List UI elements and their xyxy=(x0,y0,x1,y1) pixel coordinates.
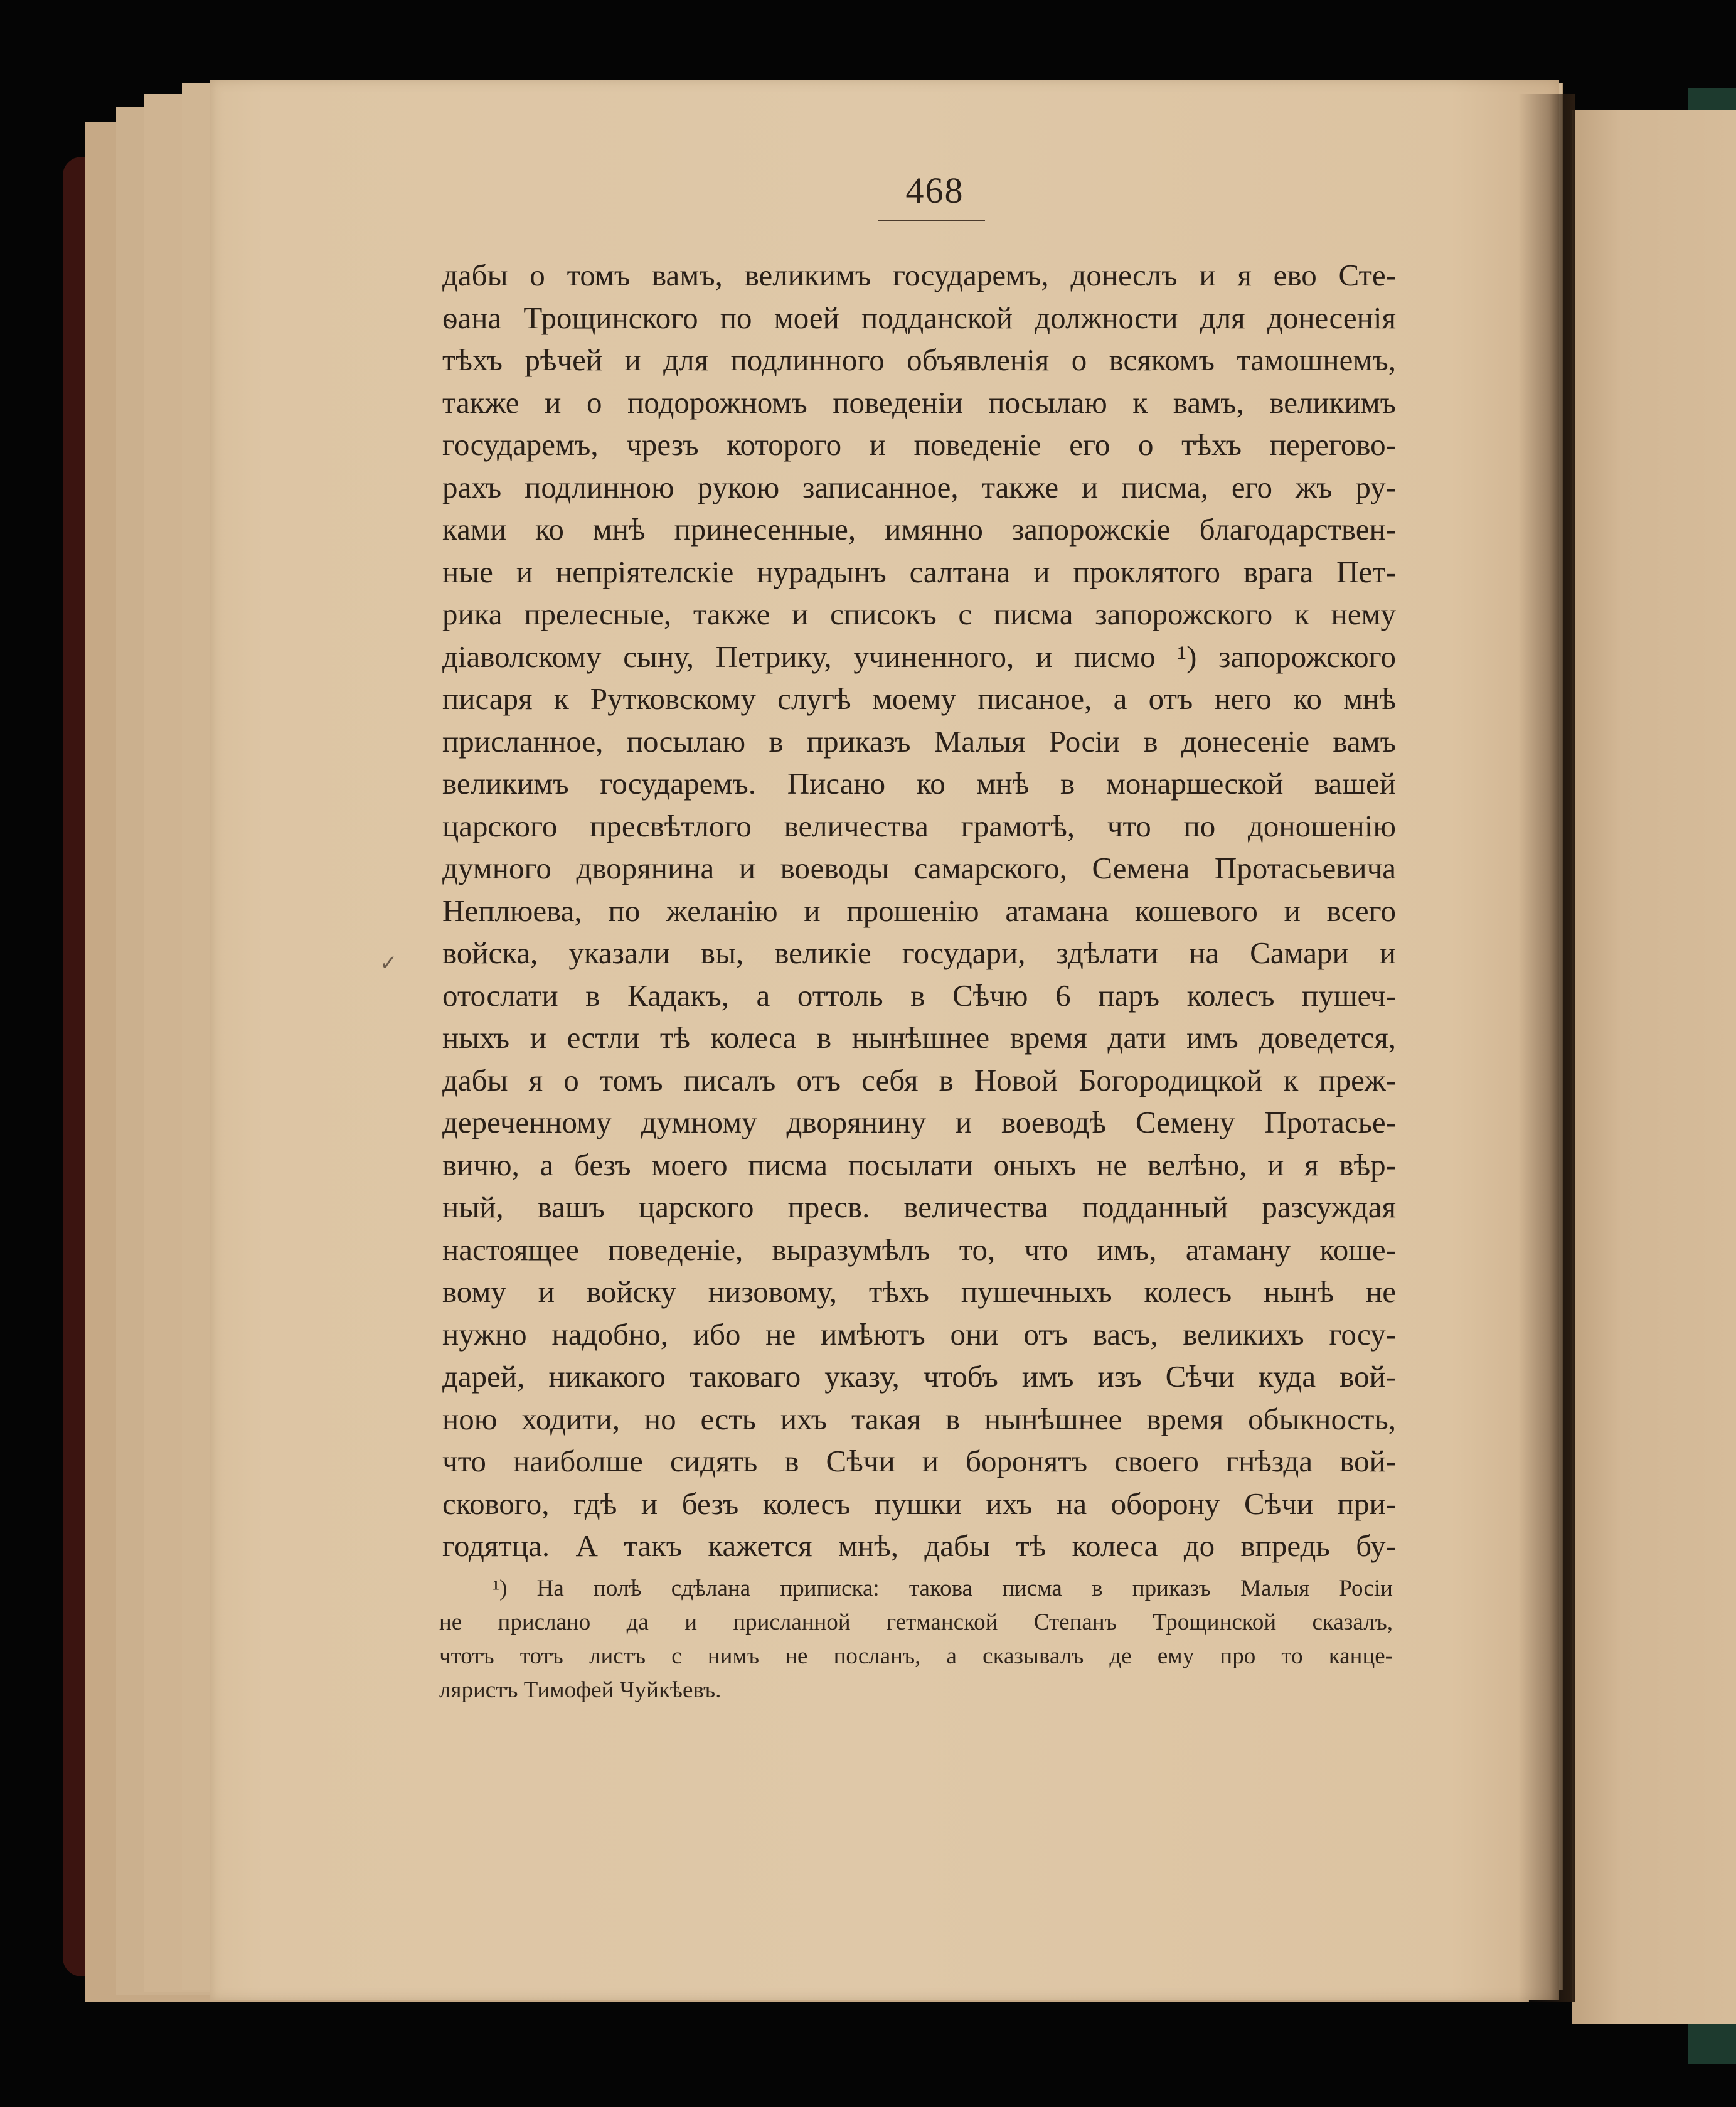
footnote-line: чтотъ тотъ листъ с нимъ не посланъ, а сказывалъ де ему про то канце- xyxy=(439,1643,1393,1669)
footnote-line: не прислано да и присланной гетманской Степанъ Трощинской сказалъ, xyxy=(439,1609,1393,1635)
page-number-rule xyxy=(878,220,985,221)
text-line: діаволскому сыну, Петрику, учиненного, и писмо ¹) запорожского xyxy=(442,639,1396,674)
text-line: царского пресвѣтлого величества грамотѣ, что по доношенію xyxy=(442,808,1396,843)
text-line: государемъ, чрезъ которого и поведеніе его о тѣхъ перегово- xyxy=(442,427,1396,462)
text-line: ною ходити, но есть ихъ такая в нынѣшнее время обыкность, xyxy=(442,1401,1396,1436)
text-line: рахъ подлинною рукою записанное, также и писма, его жъ ру- xyxy=(442,469,1396,504)
facing-page xyxy=(1572,110,1736,2024)
text-line: Неплюева, по желанію и прошенію атамана кошевого и всего xyxy=(442,893,1396,928)
text-line: присланное, посылаю в приказъ Малыя Росіи в донесеніе вамъ xyxy=(442,723,1396,759)
text-line: скового, гдѣ и безъ колесъ пушки ихъ на оборону Сѣчи при- xyxy=(442,1486,1396,1521)
text-line: ные и непріятелскіе нурадынъ салтана и проклятого врага Пет- xyxy=(442,554,1396,589)
text-line: годятца. А такъ кажется мнѣ, дабы тѣ колеса до впредь бу- xyxy=(442,1528,1396,1563)
text-line: войска, указали вы, великіе государи, здѣлати на Самари и xyxy=(442,936,1396,970)
text-line: тѣхъ рѣчей и для подлинного объявленія о всякомъ тамошнемъ, xyxy=(442,343,1396,377)
footnote-line: ¹) На полѣ сдѣлана приписка: такова писма в приказъ Малыя Росіи xyxy=(493,1576,1393,1601)
page-number: 468 xyxy=(905,170,964,211)
pencil-check-mark: ✓ xyxy=(380,952,398,975)
text-line: нужно надобно, ибо не имѣютъ они отъ васъ, великихъ госу- xyxy=(442,1316,1396,1352)
text-line: дабы я о томъ писалъ отъ себя в Новой Богородицкой к преж- xyxy=(442,1062,1396,1097)
text-line: дереченному думному дворянину и воеводѣ Семену Протасье- xyxy=(442,1105,1396,1139)
text-line: великимъ государемъ. Писано ко мнѣ в монаршеской вашей xyxy=(442,766,1396,801)
text-line: дабы о томъ вамъ, великимъ государемъ, донеслъ и я ево Сте- xyxy=(442,258,1396,292)
text-line: что наиболше сидять в Сѣчи и боронятъ своего гнѣзда вой- xyxy=(442,1444,1396,1478)
text-line: отослати в Кадакъ, а оттоль в Сѣчю 6 паръ колесъ пушеч- xyxy=(442,978,1396,1013)
text-line: ный, вашъ царского пресв. величества подданный разсуждая xyxy=(442,1190,1396,1224)
body-text xyxy=(442,254,1396,1567)
text-line: вичю, а безъ моего писма посылати оныхъ не велѣно, и я вѣр- xyxy=(442,1147,1396,1182)
text-line: писаря к Рутковскому слугѣ моему писаное, а отъ него ко мнѣ xyxy=(442,681,1396,716)
text-line: ками ко мнѣ принесенные, имянно запорожскіе благодарствен- xyxy=(442,512,1396,547)
text-line: вому и войску низовому, тѣхъ пушечныхъ колесъ нынѣ не xyxy=(442,1274,1396,1309)
footnote-line: ляристъ Тимофей Чуйкѣевъ. xyxy=(439,1677,722,1703)
text-line: думного дворянина и воеводы самарского, Семена Протасьевича xyxy=(442,851,1396,885)
text-line: рика прелесные, также и списокъ с писма запорожского к нему xyxy=(442,597,1396,631)
text-line: дарей, никакого таковаго указу, чтобъ имъ изъ Сѣчи куда вой- xyxy=(442,1359,1396,1394)
text-line: ѳана Трощинского по моей подданской должности для донесенія xyxy=(442,300,1396,335)
page-gutter-shadow xyxy=(1518,94,1575,2002)
text-line: ныхъ и естли тѣ колеса в нынѣшнее время дати имъ доведется, xyxy=(442,1020,1396,1055)
text-line: настоящее поведеніе, выразумѣлъ то, что имъ, атаману коше- xyxy=(442,1232,1396,1267)
footnote xyxy=(439,1572,1393,1707)
text-line: также и о подорожномъ поведеніи посылаю к вамъ, великимъ xyxy=(442,385,1396,420)
